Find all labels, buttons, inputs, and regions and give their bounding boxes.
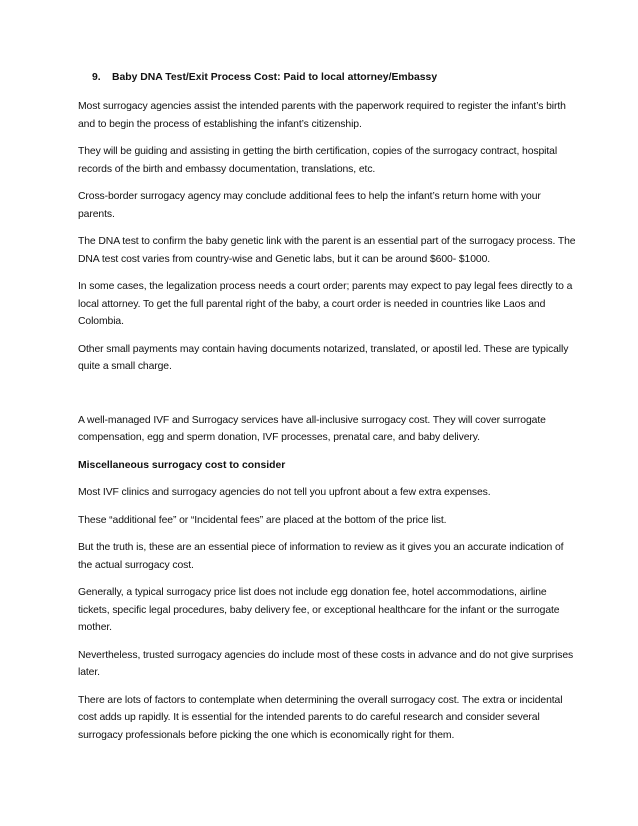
section-number: 9. bbox=[92, 72, 101, 83]
section-title: Baby DNA Test/Exit Process Cost: Paid to local attorney/Embassy bbox=[112, 72, 438, 83]
paragraph-dna-test: The DNA test to confirm the baby genetic link with the parent is an essential part of the surrogacy process. The DNA test cost varies from country-wise and Genetic labs, but it can be around $600- $1000. bbox=[78, 236, 576, 265]
paragraph-extra-expenses: Most IVF clinics and surrogacy agencies do not tell you upfront about a few extra expenses. bbox=[78, 487, 491, 498]
spacer bbox=[78, 386, 580, 412]
paragraph-incidental-fees: These “additional fee” or “Incidental fees” are placed at the bottom of the price list. bbox=[78, 514, 447, 526]
paragraph-all-inclusive: A well-managed IVF and Surrogacy services have all-inclusive surrogacy cost. They will cover surrogate compensation, egg and sperm donation, IVF processes, prenatal care, and baby delivery. bbox=[78, 414, 546, 443]
paragraph-truth: But the truth is, these are an essential piece of information to review as it gives you an accurate indication of the actual surrogacy cost. bbox=[78, 542, 564, 571]
paragraph-cross-border: Cross-border surrogacy agency may conclude additional fees to help the infant’s return home with your parents. bbox=[78, 191, 541, 220]
paragraph-court-order: In some cases, the legalization process needs a court order; parents may expect to pay legal fees directly to a local attorney. To get the full parental right of the baby, a court order is needed in countries like Laos and Colombia. bbox=[78, 281, 573, 327]
paragraph-price-list: Generally, a typical surrogacy price list does not include egg donation fee, hotel accommodations, airline tickets, specific legal procedures, baby delivery fee, or exceptional healthcare for the infant or the surrogate mother. bbox=[78, 587, 560, 633]
paragraph-factors: There are lots of factors to contemplate when determining the overall surrogacy cost. The extra or incidental cost adds up rapidly. It is essential for the intended parents to do careful research and consider several surrogacy professionals before picking the one which is economically right for them. bbox=[78, 694, 563, 741]
subheading-miscellaneous: Miscellaneous surrogacy cost to consider bbox=[78, 459, 286, 471]
paragraph-small-payments: Other small payments may contain having documents notarized, translated, or apostil led. These are typically quite a small charge. bbox=[78, 343, 569, 372]
paragraph-guiding: They will be guiding and assisting in getting the birth certification, copies of the surrogacy contract, hospital records of the birth and embassy documentation, translations, etc. bbox=[78, 146, 558, 175]
paragraph-trusted-agencies: Nevertheless, trusted surrogacy agencies do include most of these costs in advance and do not give surprises later. bbox=[78, 649, 574, 678]
paragraph-agencies-assist: Most surrogacy agencies assist the intended parents with the paperwork required to register the infant’s birth and to begin the process of establishing the infant’s citizenship. bbox=[78, 101, 566, 130]
section-heading bbox=[78, 70, 580, 86]
